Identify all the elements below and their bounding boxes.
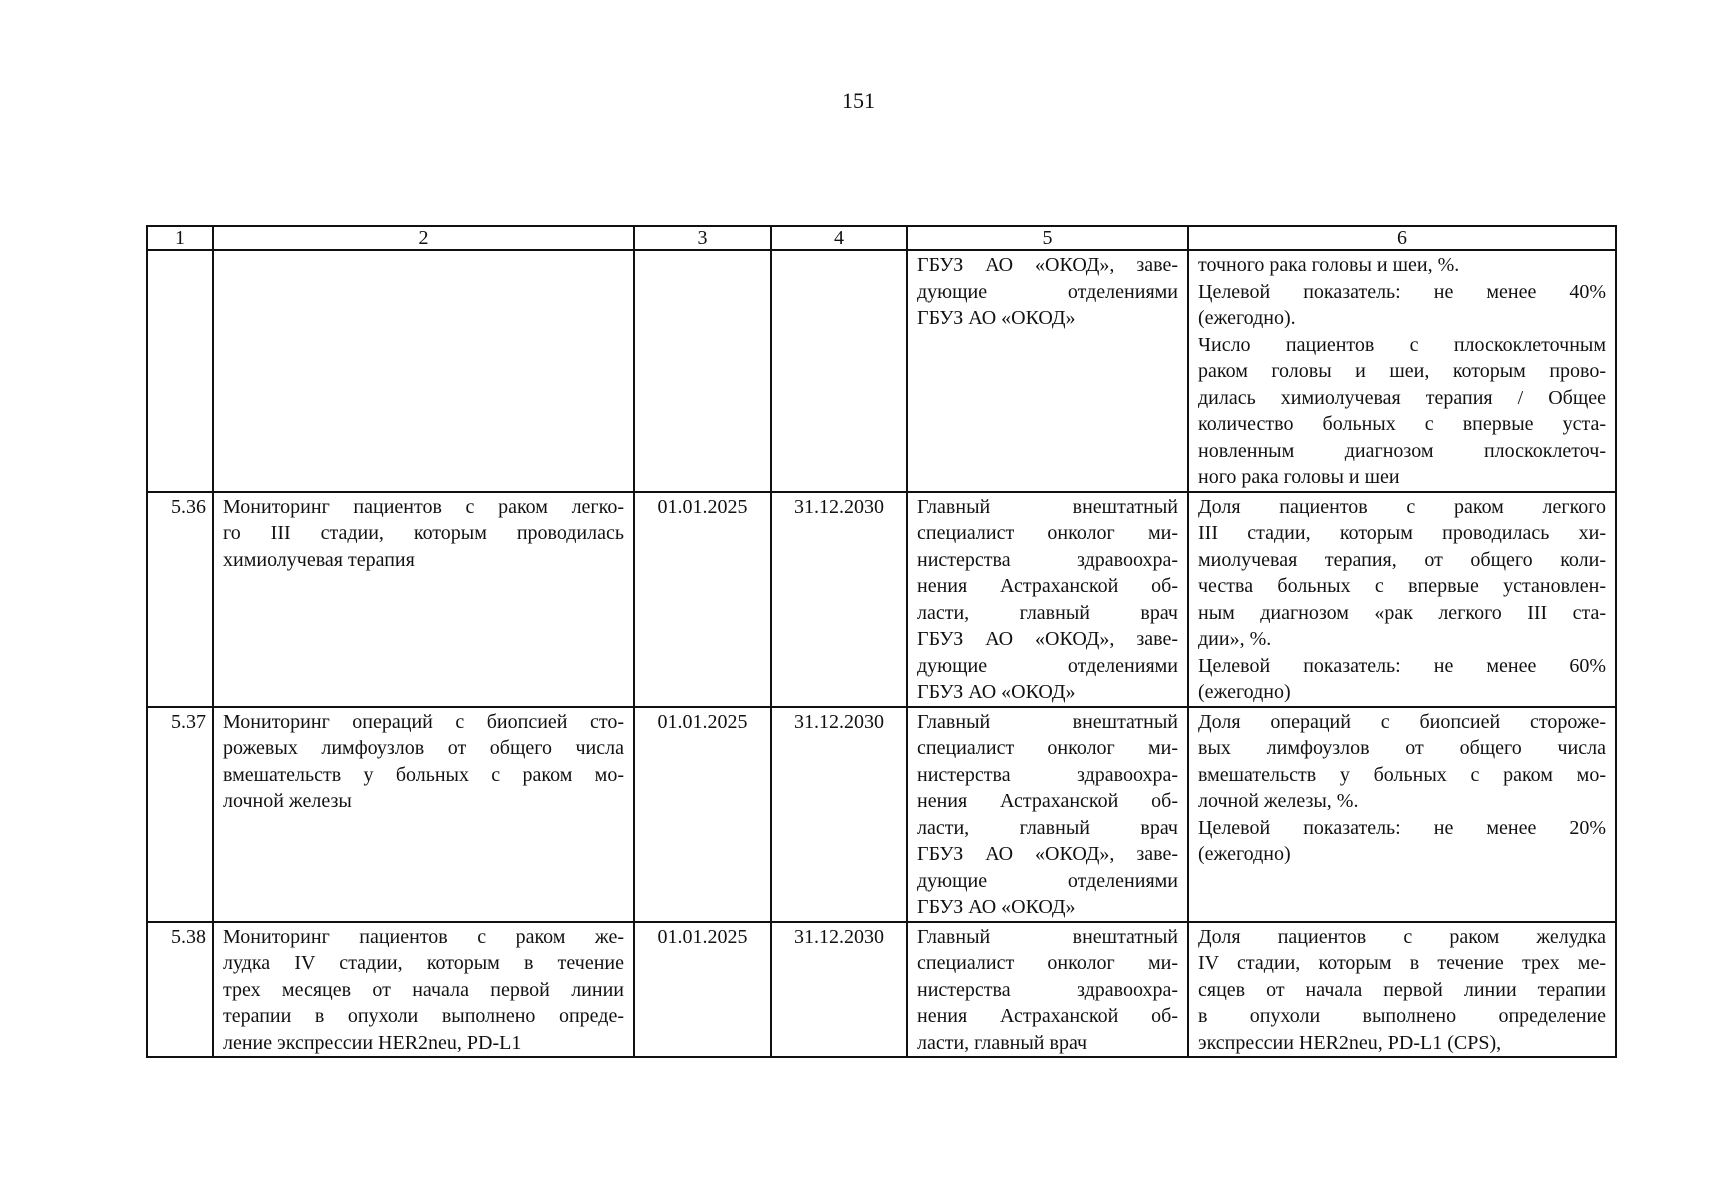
cell-text-line: дующие отделениями [917,869,1178,892]
header-cell: 1 [147,226,213,250]
cell-text-line: химиолучевая терапия [223,548,415,571]
cell-text-line: Целевой показатель: не менее 40% [1198,280,1606,303]
cell-text-line: специалист онколог ми- [917,952,1178,974]
start-date-cell: 01.01.2025 [634,492,771,707]
header-cell: 5 [907,226,1188,250]
cell-text-line: IV стадии, которым в течение трех ме- [1198,952,1606,974]
cell-text-line: экспрессии HER2neu, PD-L1 (CPS), [1198,1031,1502,1054]
cell-text-line: сяцев от начала первой линии терапии [1198,978,1606,1001]
responsible-cell [907,250,1188,492]
cell-text-line: ГБУЗ АО «ОКОД», заве- [917,254,1178,276]
cell-text-line: Мониторинг пациентов с раком же- [223,925,624,948]
cell-text-line: лочной железы [223,790,352,812]
cell-text-line: лудка IV стадии, которым в течение [223,952,624,974]
cell-text-line: (ежегодно) [1198,681,1291,703]
cell-text-line: нистерства здравоохра- [917,548,1178,571]
indicator-cell [1188,707,1616,922]
header-cell: 3 [634,226,771,250]
start-date-cell [634,250,771,492]
end-date-cell: 31.12.2030 [771,707,907,922]
header-cell: 2 [213,226,634,250]
cell-text-line: дующие отделениями [917,654,1178,677]
activity-name-cell [213,250,634,492]
cell-text-line: нения Астраханской об- [917,575,1178,597]
cell-text-line: Доля пациентов с раком желудка [1198,925,1606,948]
indicator-cell [1188,922,1616,1058]
cell-text-line: ГБУЗ АО «ОКОД», заве- [917,628,1178,650]
cell-text-line: ласти, главный врач [917,601,1178,624]
cell-text-line: Число пациентов с плоскоклеточным [1198,333,1606,356]
cell-text-line: Целевой показатель: не менее 60% [1198,654,1606,677]
page-number: 151 [842,88,875,113]
row-number-cell: 5.38 [147,922,213,1058]
table-row [147,707,1616,922]
cell-text-line: новленным диагнозом плоскоклеточ- [1198,439,1606,462]
end-date-cell: 31.12.2030 [771,922,907,1058]
table-row [147,492,1616,707]
header-cell: 4 [771,226,907,250]
cell-text-line: Главный внештатный [917,925,1178,948]
cell-text-line: ласти, главный врач [917,816,1178,839]
cell-text-line: дующие отделениями [917,280,1178,303]
responsible-cell [907,492,1188,707]
cell-text-line: ГБУЗ АО «ОКОД» [917,681,1076,703]
cell-text-line: чества больных с впервые установлен- [1198,575,1606,597]
responsible-cell [907,922,1188,1058]
cell-text-line: ным диагнозом «рак легкого III ста- [1198,601,1606,624]
activity-name-cell [213,922,634,1058]
cell-text-line: III стадии, которым проводилась хи- [1198,522,1606,544]
cell-text-line: Целевой показатель: не менее 20% [1198,816,1606,839]
cell-text-line: нения Астраханской об- [917,790,1178,812]
table-row [147,922,1616,1058]
cell-text-line: ного рака головы и шеи [1198,466,1400,488]
cell-text-line: специалист онколог ми- [917,737,1178,759]
cell-text-line: вмешательств у больных с раком мо- [223,763,624,786]
start-date-cell: 01.01.2025 [634,922,771,1058]
cell-text-line: дилась химиолучевая терапия / Общее [1198,386,1606,409]
cell-text-line: го III стадии, которым проводилась [223,522,624,544]
start-date-cell: 01.01.2025 [634,707,771,922]
row-number-cell: 5.36 [147,492,213,707]
cell-text-line: ление экспрессии HER2neu, PD-L1 [223,1031,522,1054]
cell-text-line: Мониторинг пациентов с раком легко- [223,495,624,518]
indicator-cell [1188,492,1616,707]
indicator-cell [1188,250,1616,492]
responsible-cell [907,707,1188,922]
cell-text-line: в опухоли выполнено определение [1198,1005,1606,1027]
cell-text-line: точного рака головы и шеи, %. [1198,254,1460,276]
cell-text-line: ГБУЗ АО «ОКОД», заве- [917,843,1178,865]
cell-text-line: Мониторинг операций с биопсией сто- [223,710,624,733]
row-number-cell: 5.37 [147,707,213,922]
header-cell: 6 [1188,226,1616,250]
cell-text-line: (ежегодно). [1198,307,1296,329]
cell-text-line: Главный внештатный [917,710,1178,733]
cell-text-line: количество больных с впервые уста- [1198,413,1606,435]
cell-text-line: дии», %. [1198,628,1272,650]
cell-text-line: нения Астраханской об- [917,1005,1178,1027]
cell-text-line: миолучевая терапия, от общего коли- [1198,548,1606,571]
end-date-cell: 31.12.2030 [771,492,907,707]
cell-text-line: раком головы и шеи, которым прово- [1198,360,1606,382]
activity-name-cell [213,707,634,922]
cell-text-line: вых лимфоузлов от общего числа [1198,737,1606,759]
cell-text-line: Доля пациентов с раком легкого [1198,495,1606,518]
cell-text-line: ГБУЗ АО «ОКОД» [917,307,1076,329]
cell-text-line: трех месяцев от начала первой линии [223,978,624,1001]
cell-text-line: Главный внештатный [917,495,1178,518]
cell-text-line: ГБУЗ АО «ОКОД» [917,896,1076,918]
cell-text-line: ласти, главный врач [917,1031,1088,1054]
cell-text-line: лочной железы, %. [1198,790,1359,812]
cell-text-line: нистерства здравоохра- [917,978,1178,1001]
row-number-cell [147,250,213,492]
activity-table [146,225,1617,1058]
cell-text-line: нистерства здравоохра- [917,763,1178,786]
table-header-row [147,226,1616,250]
cell-text-line: (ежегодно) [1198,843,1291,865]
cell-text-line: рожевых лимфоузлов от общего числа [223,737,624,759]
end-date-cell [771,250,907,492]
table-row-continuation [147,250,1616,492]
cell-text-line: терапии в опухоли выполнено опреде- [223,1005,624,1027]
cell-text-line: специалист онколог ми- [917,522,1178,544]
cell-text-line: Доля операций с биопсией стороже- [1198,710,1606,733]
activity-name-cell [213,492,634,707]
cell-text-line: вмешательств у больных с раком мо- [1198,763,1606,786]
